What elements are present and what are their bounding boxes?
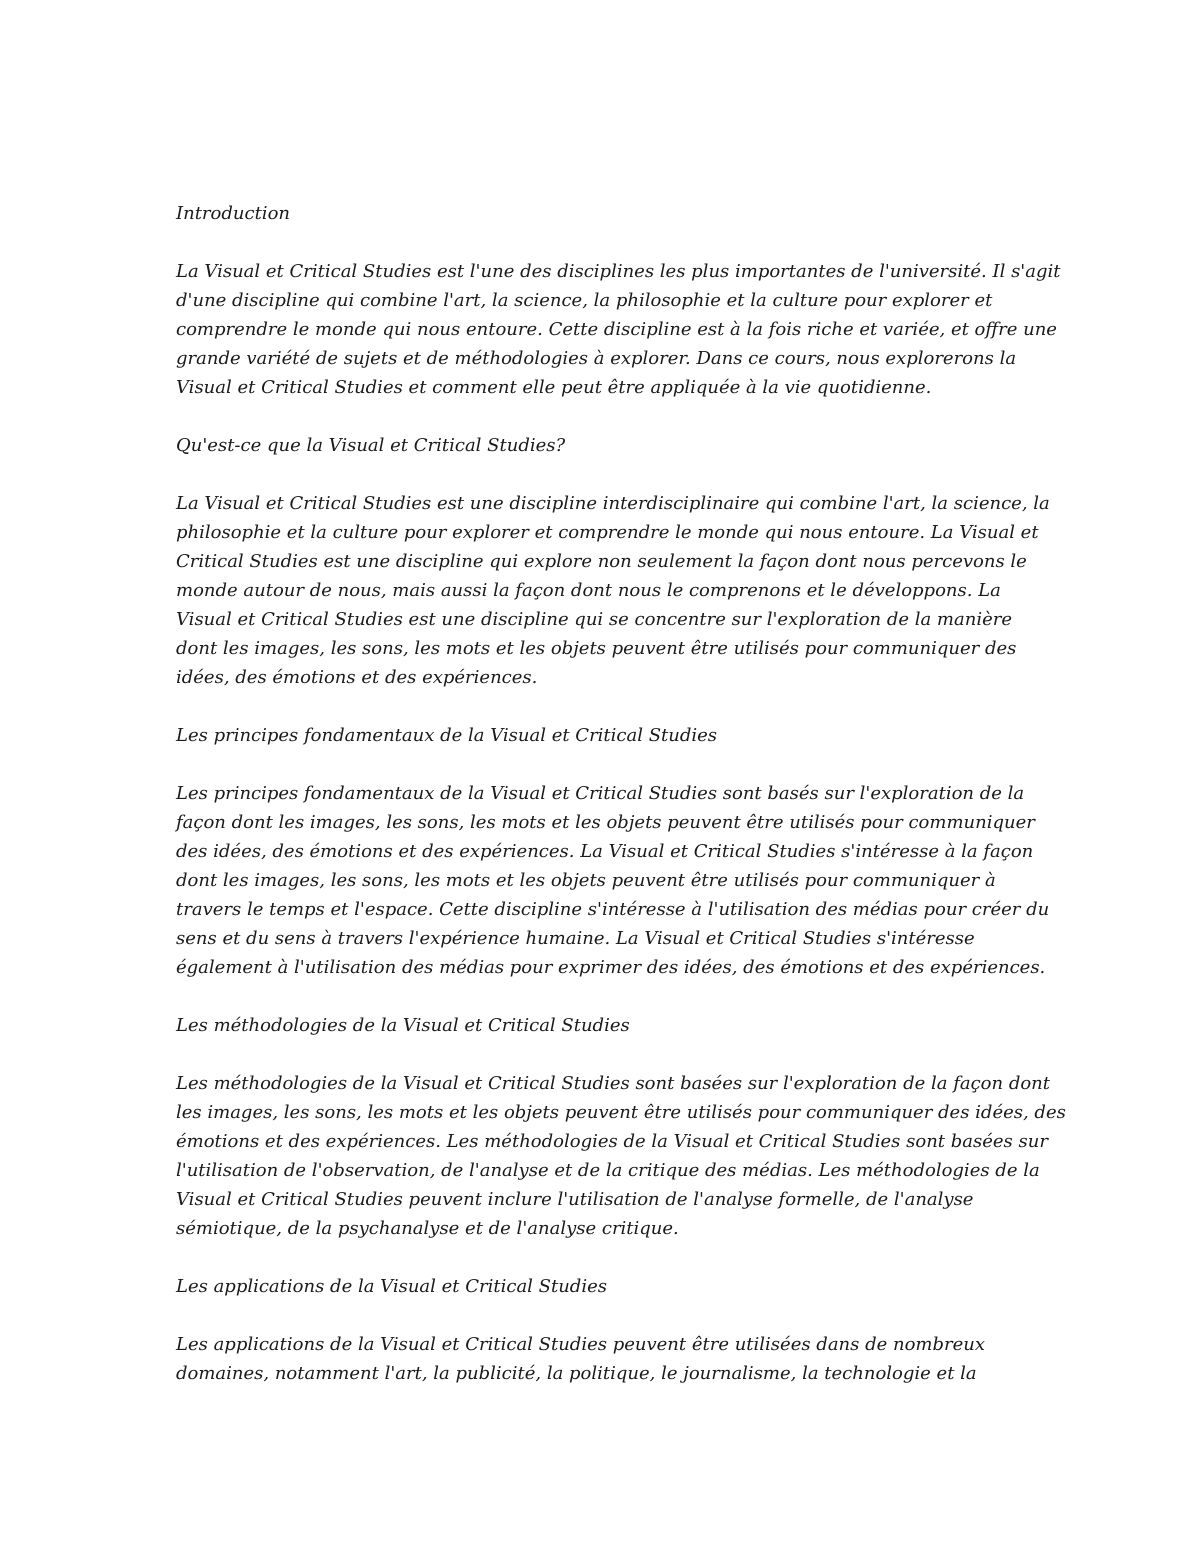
paragraph-line: des idées, des émotions et des expériences. La Visual et Critical Studies s'intéresse à la façon: [176, 841, 1034, 862]
document-body: [176, 199, 1066, 1417]
paragraph-line: Les applications de la Visual et Critical Studies peuvent être utilisées dans de nombreux: [176, 1334, 986, 1355]
paragraph-line: grande variété de sujets et de méthodologies à explorer. Dans ce cours, nous explorerons la: [176, 348, 1017, 369]
paragraph-line: La Visual et Critical Studies est une discipline interdisciplinaire qui combine l'art, la science, la: [176, 493, 1050, 514]
section-heading: [176, 431, 1036, 460]
paragraph-line: sens et du sens à travers l'expérience humaine. La Visual et Critical Studies s'intéresse: [176, 928, 975, 949]
body-paragraph: [176, 779, 1050, 982]
paragraph-line: idées, des émotions et des expériences.: [176, 667, 538, 688]
paragraph-line: Critical Studies est une discipline qui explore non seulement la façon dont nous percevons le: [176, 551, 1027, 572]
paragraph-line: Les principes fondamentaux de la Visual et Critical Studies sont basés sur l'exploration de la: [176, 783, 1025, 804]
paragraph-line: façon dont les images, les sons, les mots et les objets peuvent être utilisés pour communiquer: [176, 812, 1035, 833]
paragraph-line: dont les images, les sons, les mots et les objets peuvent être utilisés pour communiquer des: [176, 638, 1017, 659]
heading-text: Introduction: [176, 203, 290, 224]
heading-text: Les principes fondamentaux de la Visual et Critical Studies: [176, 725, 718, 746]
body-paragraph: [176, 489, 1050, 692]
section-heading: [176, 1272, 1036, 1301]
paragraph-line: comprendre le monde qui nous entoure. Cette discipline est à la fois riche et variée, et offre une: [176, 319, 1057, 340]
paragraph-line: l'utilisation de l'observation, de l'analyse et de la critique des médias. Les méthodologies de la: [176, 1160, 1040, 1181]
paragraph-line: philosophie et la culture pour explorer et comprendre le monde qui nous entoure. La Visual et: [176, 522, 1039, 543]
paragraph-line: monde autour de nous, mais aussi la façon dont nous le comprenons et le développons. La: [176, 580, 1001, 601]
body-paragraph: [176, 1330, 1036, 1388]
paragraph-line: sémiotique, de la psychanalyse et de l'analyse critique.: [176, 1218, 679, 1239]
heading-text: Qu'est-ce que la Visual et Critical Studies?: [176, 435, 566, 456]
heading-text: Les applications de la Visual et Critical Studies: [176, 1276, 607, 1297]
paragraph-line: Visual et Critical Studies peuvent inclure l'utilisation de l'analyse formelle, de l'analyse: [176, 1189, 974, 1210]
section-heading: [176, 721, 1036, 750]
paragraph-line: d'une discipline qui combine l'art, la science, la philosophie et la culture pour explorer et: [176, 290, 993, 311]
paragraph-line: Visual et Critical Studies est une discipline qui se concentre sur l'exploration de la manière: [176, 609, 1012, 630]
section-heading: [176, 199, 1036, 228]
paragraph-line: également à l'utilisation des médias pour exprimer des idées, des émotions et des expériences.: [176, 957, 1046, 978]
paragraph-line: émotions et des expériences. Les méthodologies de la Visual et Critical Studies sont basées sur: [176, 1131, 1048, 1152]
body-paragraph: [176, 257, 1061, 402]
paragraph-line: les images, les sons, les mots et les objets peuvent être utilisés pour communiquer des idées, des: [176, 1102, 1066, 1123]
heading-text: Les méthodologies de la Visual et Critical Studies: [176, 1015, 630, 1036]
paragraph-line: dont les images, les sons, les mots et les objets peuvent être utilisés pour communiquer à: [176, 870, 996, 891]
paragraph-line: Les méthodologies de la Visual et Critical Studies sont basées sur l'exploration de la façon dont: [176, 1073, 1051, 1094]
body-paragraph: [176, 1069, 1066, 1243]
paragraph-line: travers le temps et l'espace. Cette discipline s'intéresse à l'utilisation des médias pour créer du: [176, 899, 1050, 920]
paragraph-line: domaines, notamment l'art, la publicité, la politique, le journalisme, la technologie et la: [176, 1363, 977, 1384]
paragraph-line: Visual et Critical Studies et comment elle peut être appliquée à la vie quotidienne.: [176, 377, 932, 398]
section-heading: [176, 1011, 1036, 1040]
paragraph-line: La Visual et Critical Studies est l'une des disciplines les plus importantes de l'université. Il s'agit: [176, 261, 1061, 282]
